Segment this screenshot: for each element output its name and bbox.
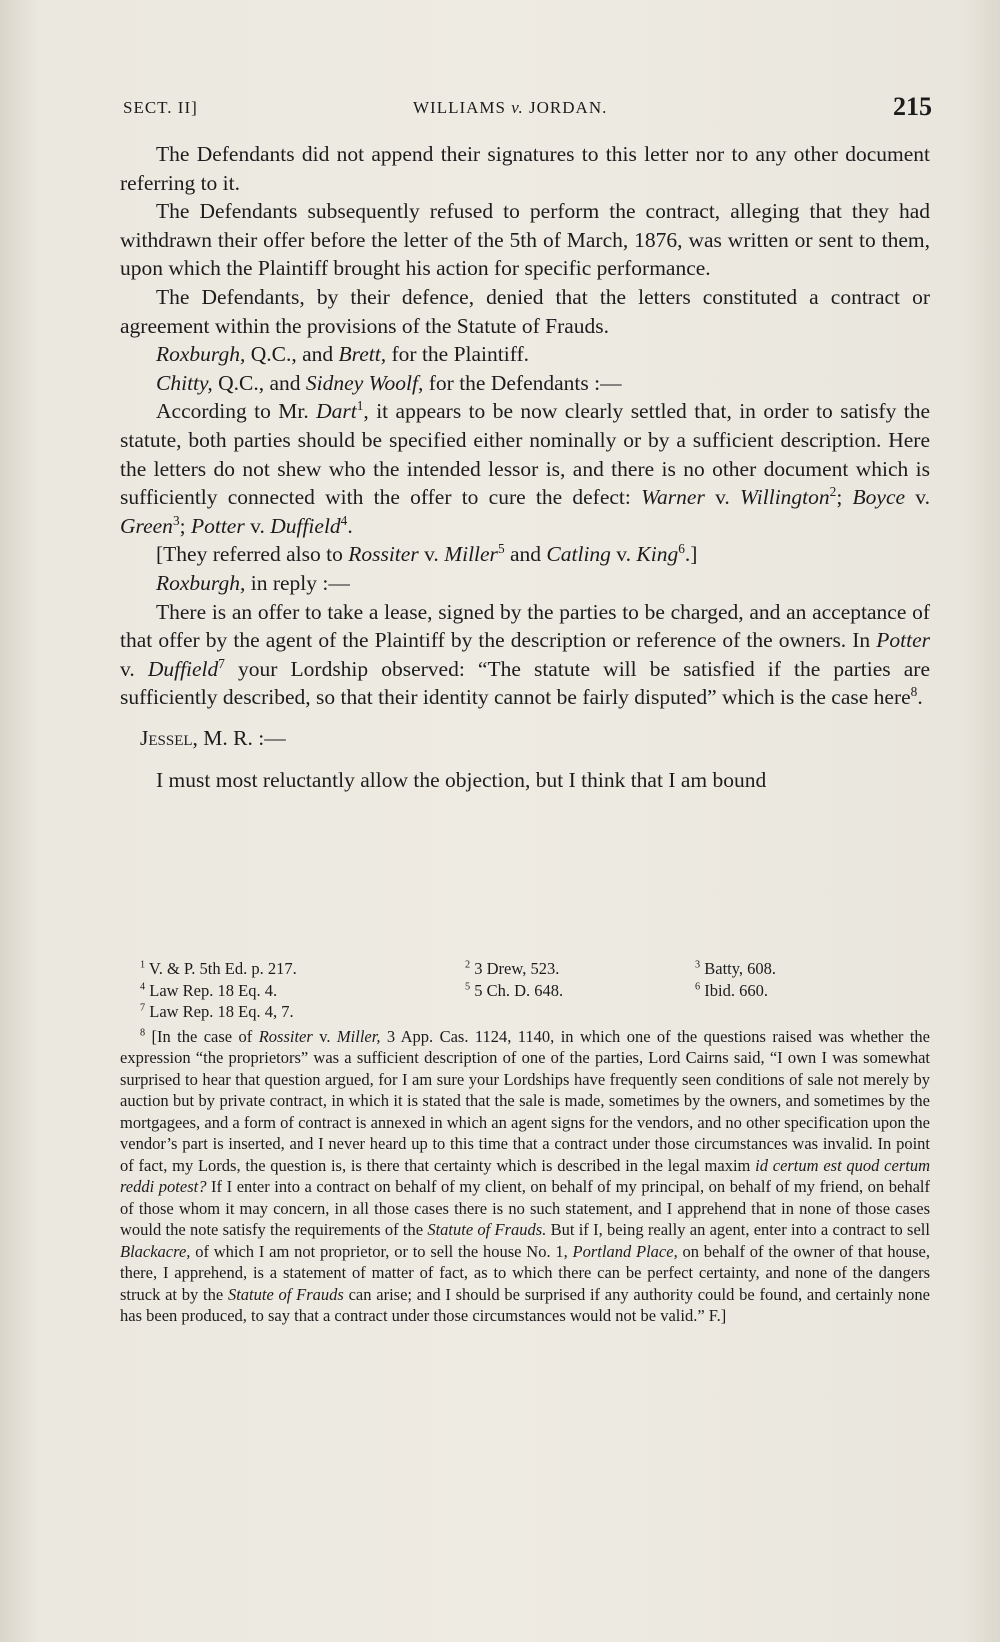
footnote-3: $^3$ Batty, 608. bbox=[695, 959, 777, 978]
reference-paragraph: [They referred also to Rossiter v. Miller$^5$ and Catling v. King$^6$.] bbox=[156, 541, 698, 567]
argument-paragraph: According to Mr. Dart$^1$, it appears to be now clearly settled that, in order to satisfy the statute, both parties should be specified either nominally or by a sufficient description. Here the letters do not shew who the intended lessor is, and there is no other document which is sufficiently connected with the offer to cure the defect: Warner v. Willington$^2$; Boyce v. Green$^3$; Potter v. Duffield$^4$. bbox=[120, 398, 931, 538]
footnote-4: $^4$ Law Rep. 18 Eq. 4. bbox=[140, 980, 278, 1000]
footnote-row bbox=[120, 980, 930, 1002]
judge-heading: Jessel, M. R. :— bbox=[140, 725, 286, 750]
footnote-row bbox=[120, 958, 930, 980]
footnote-7: $^7$ Law Rep. 18 Eq. 4, 7. bbox=[140, 1002, 294, 1021]
footnotes bbox=[120, 958, 930, 1327]
judgment-paragraph: I must most reluctantly allow the objection, but I think that I am bound bbox=[156, 768, 767, 793]
footnote-1: $^1$ V. & P. 5th Ed. p. 217. bbox=[140, 959, 297, 978]
section-label: SECT. II] bbox=[123, 98, 198, 117]
main-text bbox=[120, 140, 930, 795]
counsel-plaintiff: Roxburgh, Q.C., and Brett, for the Plaintiff. bbox=[156, 342, 530, 367]
paragraph: The Defendants did not append their signatures to this letter nor to any other document referring to it. bbox=[120, 142, 930, 195]
footnote-6: $^6$ Ibid. 660. bbox=[695, 980, 768, 1000]
running-title: WILLIAMS v. JORDAN. bbox=[413, 98, 608, 117]
footnote-2: $^2$ 3 Drew, 523. bbox=[465, 959, 560, 978]
reply-heading: Roxburgh, in reply :— bbox=[156, 570, 350, 595]
running-header bbox=[123, 92, 932, 122]
paragraph: The Defendants subsequently refused to perform the contract, alleging that they had withdrawn their offer before the letter of the 5th of March, 1876, was written or sent to them, upon which the Plaintiff brought his action for specific performance. bbox=[120, 199, 930, 281]
footnote-8: $^8$ [In the case of Rossiter v. Miller, 3 App. Cas. 1124, 1140, in which one of the questions raised was whether the expression “the proprietors” was a sufficient description of one of the parties, Lord Cairns said, “I own I was somewhat surprised to hear that question argued, for I am sure your Lordships have frequently seen conditions of sale not merely by auction but by private contract, in which it is stated that the sale is made, sometimes by the owners, and sometimes by the mortgagees, and a form of contract is annexed in which an agent signs for the vendors, and no other specification upon the vendor’s part is inserted, and I never heard up to this time that a contract under those circumstances was invalid. In point of fact, my Lords, the question is, is there that certainty which is described in the legal maxim id certum est quod certum reddi potest? If I enter into a contract on behalf of my client, on behalf of my principal, on behalf of my friend, on behalf of those whom it may concern, in all those cases there is no such statement, and I apprehend that in none of those cases would the note satisfy the requirements of the Statute of Frauds. But if I, being really an agent, enter into a contract to sell Blackacre, of which I am not proprietor, or to sell the house No. 1, Portland Place, on behalf of the owner of that house, there, I apprehend, is a statement of matter of fact, as to which there can be perfect certainty, and none of the dangers struck at by the Statute of Frauds can arise; and I should be surprised if any authority could be found, and certainly none has been produced, to say that a contract under those circumstances would not be valid.” F.] bbox=[120, 1026, 931, 1325]
footnote-5: $^5$ 5 Ch. D. 648. bbox=[465, 980, 564, 1000]
reply-paragraph: There is an offer to take a lease, signed by the parties to be charged, and an acceptance of that offer by the agent of the Plaintiff by the description or reference of the owners. In Potter v. Duffield$^7$ your Lordship observed: “The statute will be satisfied if the parties are sufficiently described, so that their identity cannot be fairly disputed” which is the case here$^8$. bbox=[120, 599, 930, 710]
counsel-defendants: Chitty, Q.C., and Sidney Woolf, for the Defendants :— bbox=[156, 370, 622, 395]
paragraph: The Defendants, by their defence, denied that the letters constituted a contract or agreement within the provisions of the Statute of Frauds. bbox=[120, 284, 930, 338]
footnote-row bbox=[120, 1001, 930, 1023]
page-number: 215 bbox=[893, 92, 932, 121]
